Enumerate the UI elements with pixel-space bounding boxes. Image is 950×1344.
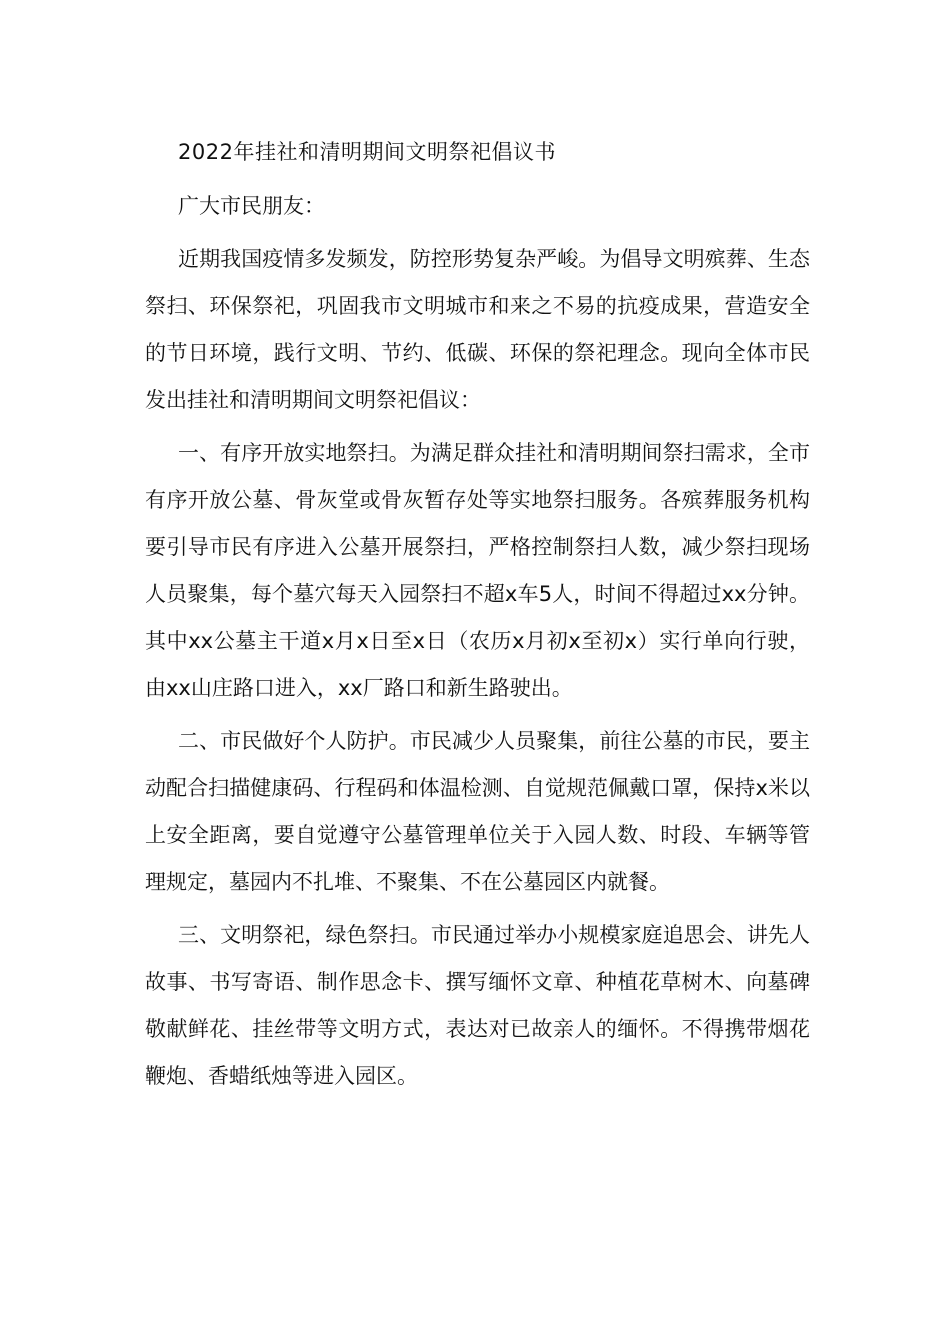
paragraph-section-1: 一、有序开放实地祭扫。为满足群众挂社和清明期间祭扫需求，全市有序开放公墓、骨灰堂或骨灰暂存处等实地祭扫服务。各殡葬服务机构要引导市民有序进入公墓开展祭扫，严格控制祭扫人数，减少祭扫现场人员聚集，每个墓穴每天入园祭扫不超x车5人，时间不得超过xx分钟。其中xx公墓主干道x月x日至x日（农历x月初x至初x）实行单向行驶，由xx山庄路口进入，xx厂路口和新生路驶出。 (145, 441, 810, 700)
document-body (145, 128, 810, 1106)
paragraph-intro: 近期我国疫情多发频发，防控形势复杂严峻。为倡导文明殡葬、生态祭扫、环保祭祀，巩固我市文明城市和来之不易的抗疫成果，营造安全的节日环境，践行文明、节约、低碳、环保的祭祀理念。现向全体市民发出挂社和清明期间文明祭祀倡议： (145, 247, 810, 412)
paragraph-section-2: 二、市民做好个人防护。市民减少人员聚集，前往公墓的市民，要主动配合扫描健康码、行程码和体温检测、自觉规范佩戴口罩，保持x米以上安全距离，要自觉遵守公墓管理单位关于入园人数、时段、车辆等管理规定，墓园内不扎堆、不聚集、不在公墓园区内就餐。 (145, 729, 810, 894)
salutation: 广大市民朋友： (178, 194, 325, 218)
document-title: 2022年挂社和清明期间文明祭祀倡议书 (178, 140, 556, 164)
paragraph-section-3: 三、文明祭祀，绿色祭扫。市民通过举办小规模家庭追思会、讲先人故事、书写寄语、制作思念卡、撰写缅怀文章、种植花草树木、向墓碑敬献鲜花、挂丝带等文明方式，表达对已故亲人的缅怀。不得携带烟花鞭炮、香蜡纸烛等进入园区。 (145, 923, 810, 1088)
